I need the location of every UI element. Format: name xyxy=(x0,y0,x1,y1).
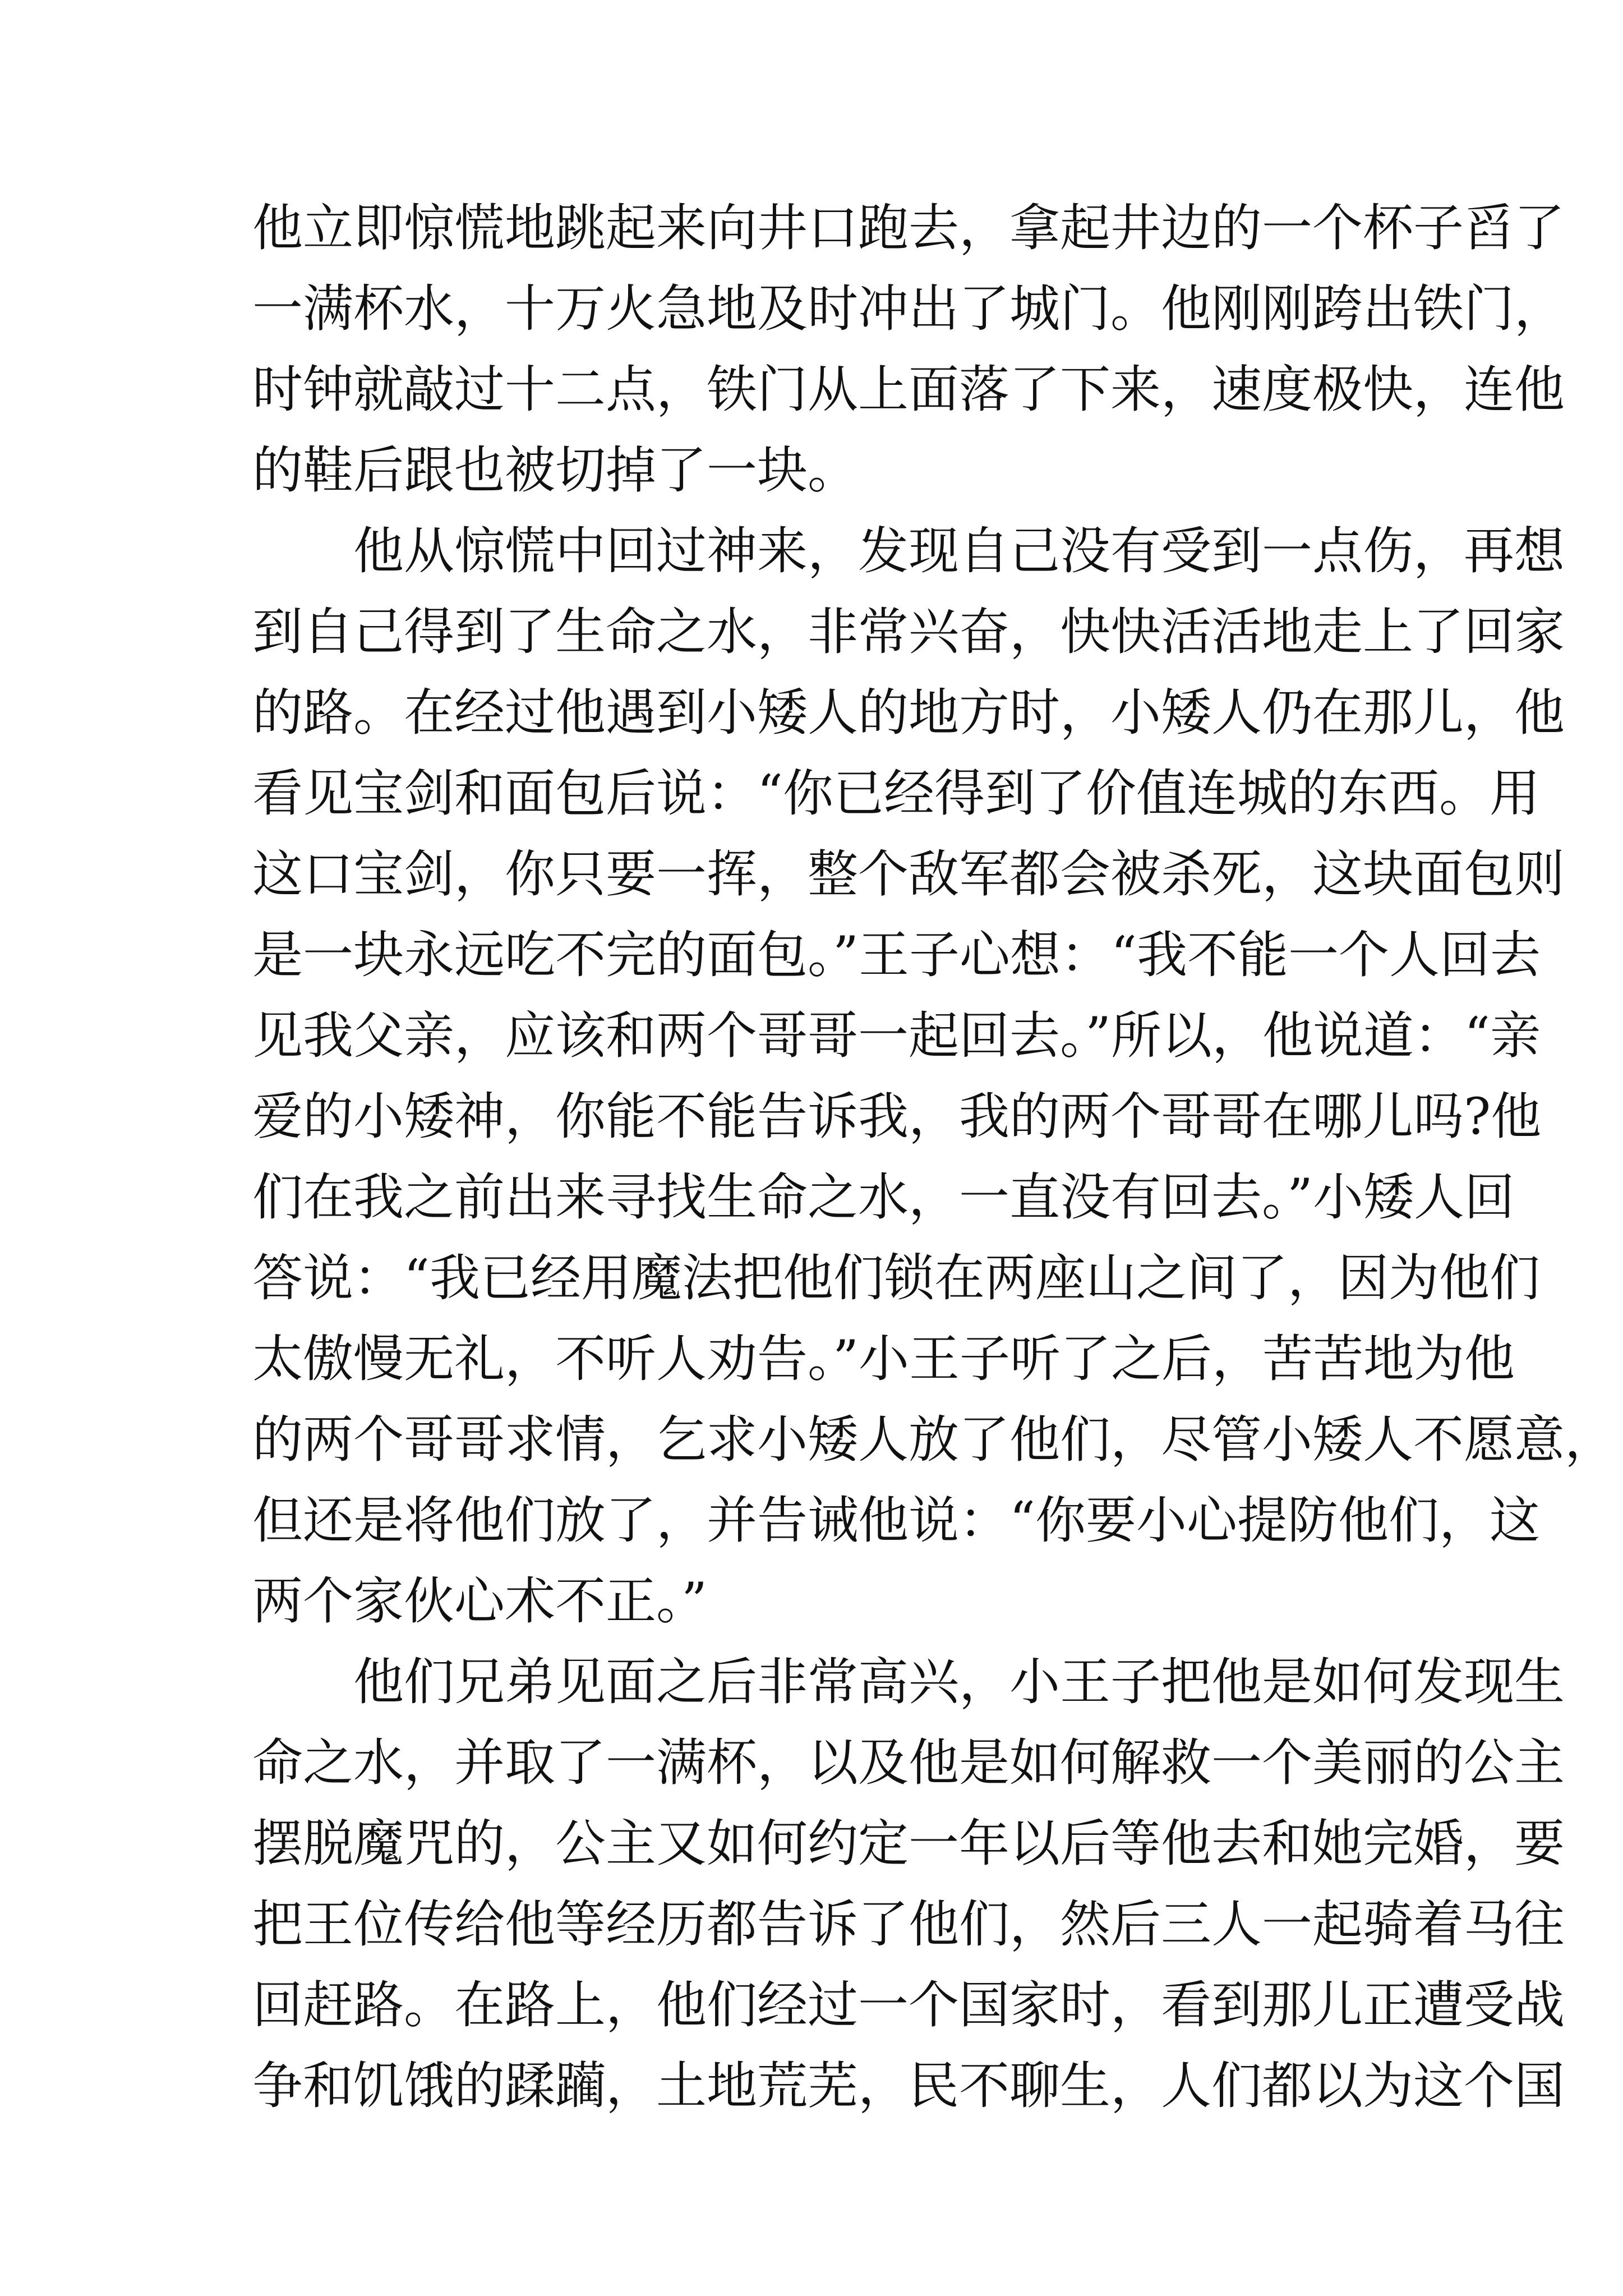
text-line: 他从惊慌中回过神来，发现自己没有受到一点伤，再想 xyxy=(353,522,1565,581)
paragraph-1 xyxy=(252,188,1565,511)
text-line: 答说：“我已经用魔法把他们锁在两座山之间了，因为他们 xyxy=(252,1249,1541,1308)
text-line: 他立即惊慌地跳起来向井口跑去，拿起井边的一个杯子舀了 xyxy=(252,199,1565,257)
text-line: 的两个哥哥求情，乞求小矮人放了他们，尽管小矮人不愿意， xyxy=(252,1410,1615,1469)
text-line: 是一块永远吃不完的面包。”王子心想：“我不能一个人回去 xyxy=(252,926,1541,984)
paragraph-2 xyxy=(252,511,1615,1642)
text-line: 见我父亲，应该和两个哥哥一起回去。”所以，他说道：“亲 xyxy=(252,1006,1541,1065)
text-line: 争和饥饿的蹂躏，土地荒芜，民不聊生，人们都以为这个国 xyxy=(252,2056,1565,2115)
text-line: 到自己得到了生命之水，非常兴奋，快快活活地走上了回家 xyxy=(252,602,1565,661)
text-line: 看见宝剑和面包后说：“你已经得到了价值连城的东西。用 xyxy=(252,764,1541,823)
text-line: 太傲慢无礼，不听人劝告。”小王子听了之后，苦苦地为他 xyxy=(252,1329,1515,1388)
paragraph-3 xyxy=(252,1642,1565,2127)
text-line: 把王位传给他等经历都告诉了他们，然后三人一起骑着马往 xyxy=(252,1895,1565,1954)
text-line: 两个家伙心术不正。” xyxy=(252,1572,708,1631)
text-line: 的路。在经过他遇到小矮人的地方时，小矮人仍在那儿，他 xyxy=(252,683,1565,742)
text-line: 爱的小矮神，你能不能告诉我，我的两个哥哥在哪儿吗?他 xyxy=(252,1087,1542,1146)
text-line: 摆脱魔咒的，公主又如何约定一年以后等他去和她完婚，要 xyxy=(252,1814,1565,1873)
text-line: 这口宝剑，你只要一挥，整个敌军都会被杀死，这块面包则 xyxy=(252,845,1565,904)
text-line: 回赶路。在路上，他们经过一个国家时，看到那儿正遭受战 xyxy=(252,1976,1565,2035)
text-line: 们在我之前出来寻找生命之水，一直没有回去。”小矮人回 xyxy=(252,1168,1515,1227)
text-line: 他们兄弟见面之后非常高兴，小王子把他是如何发现生 xyxy=(353,1653,1565,1711)
text-line: 但还是将他们放了，并告诫他说：“你要小心提防他们，这 xyxy=(252,1491,1541,1550)
text-line: 一满杯水，十万火急地及时冲出了城门。他刚刚跨出铁门， xyxy=(252,279,1565,338)
text-line: 时钟就敲过十二点，铁门从上面落了下来，速度极快，连他 xyxy=(252,360,1565,419)
text-line: 的鞋后跟也被切掉了一块。 xyxy=(252,441,858,500)
text-line: 命之水，并取了一满杯，以及他是如何解救一个美丽的公主 xyxy=(252,1733,1565,1792)
